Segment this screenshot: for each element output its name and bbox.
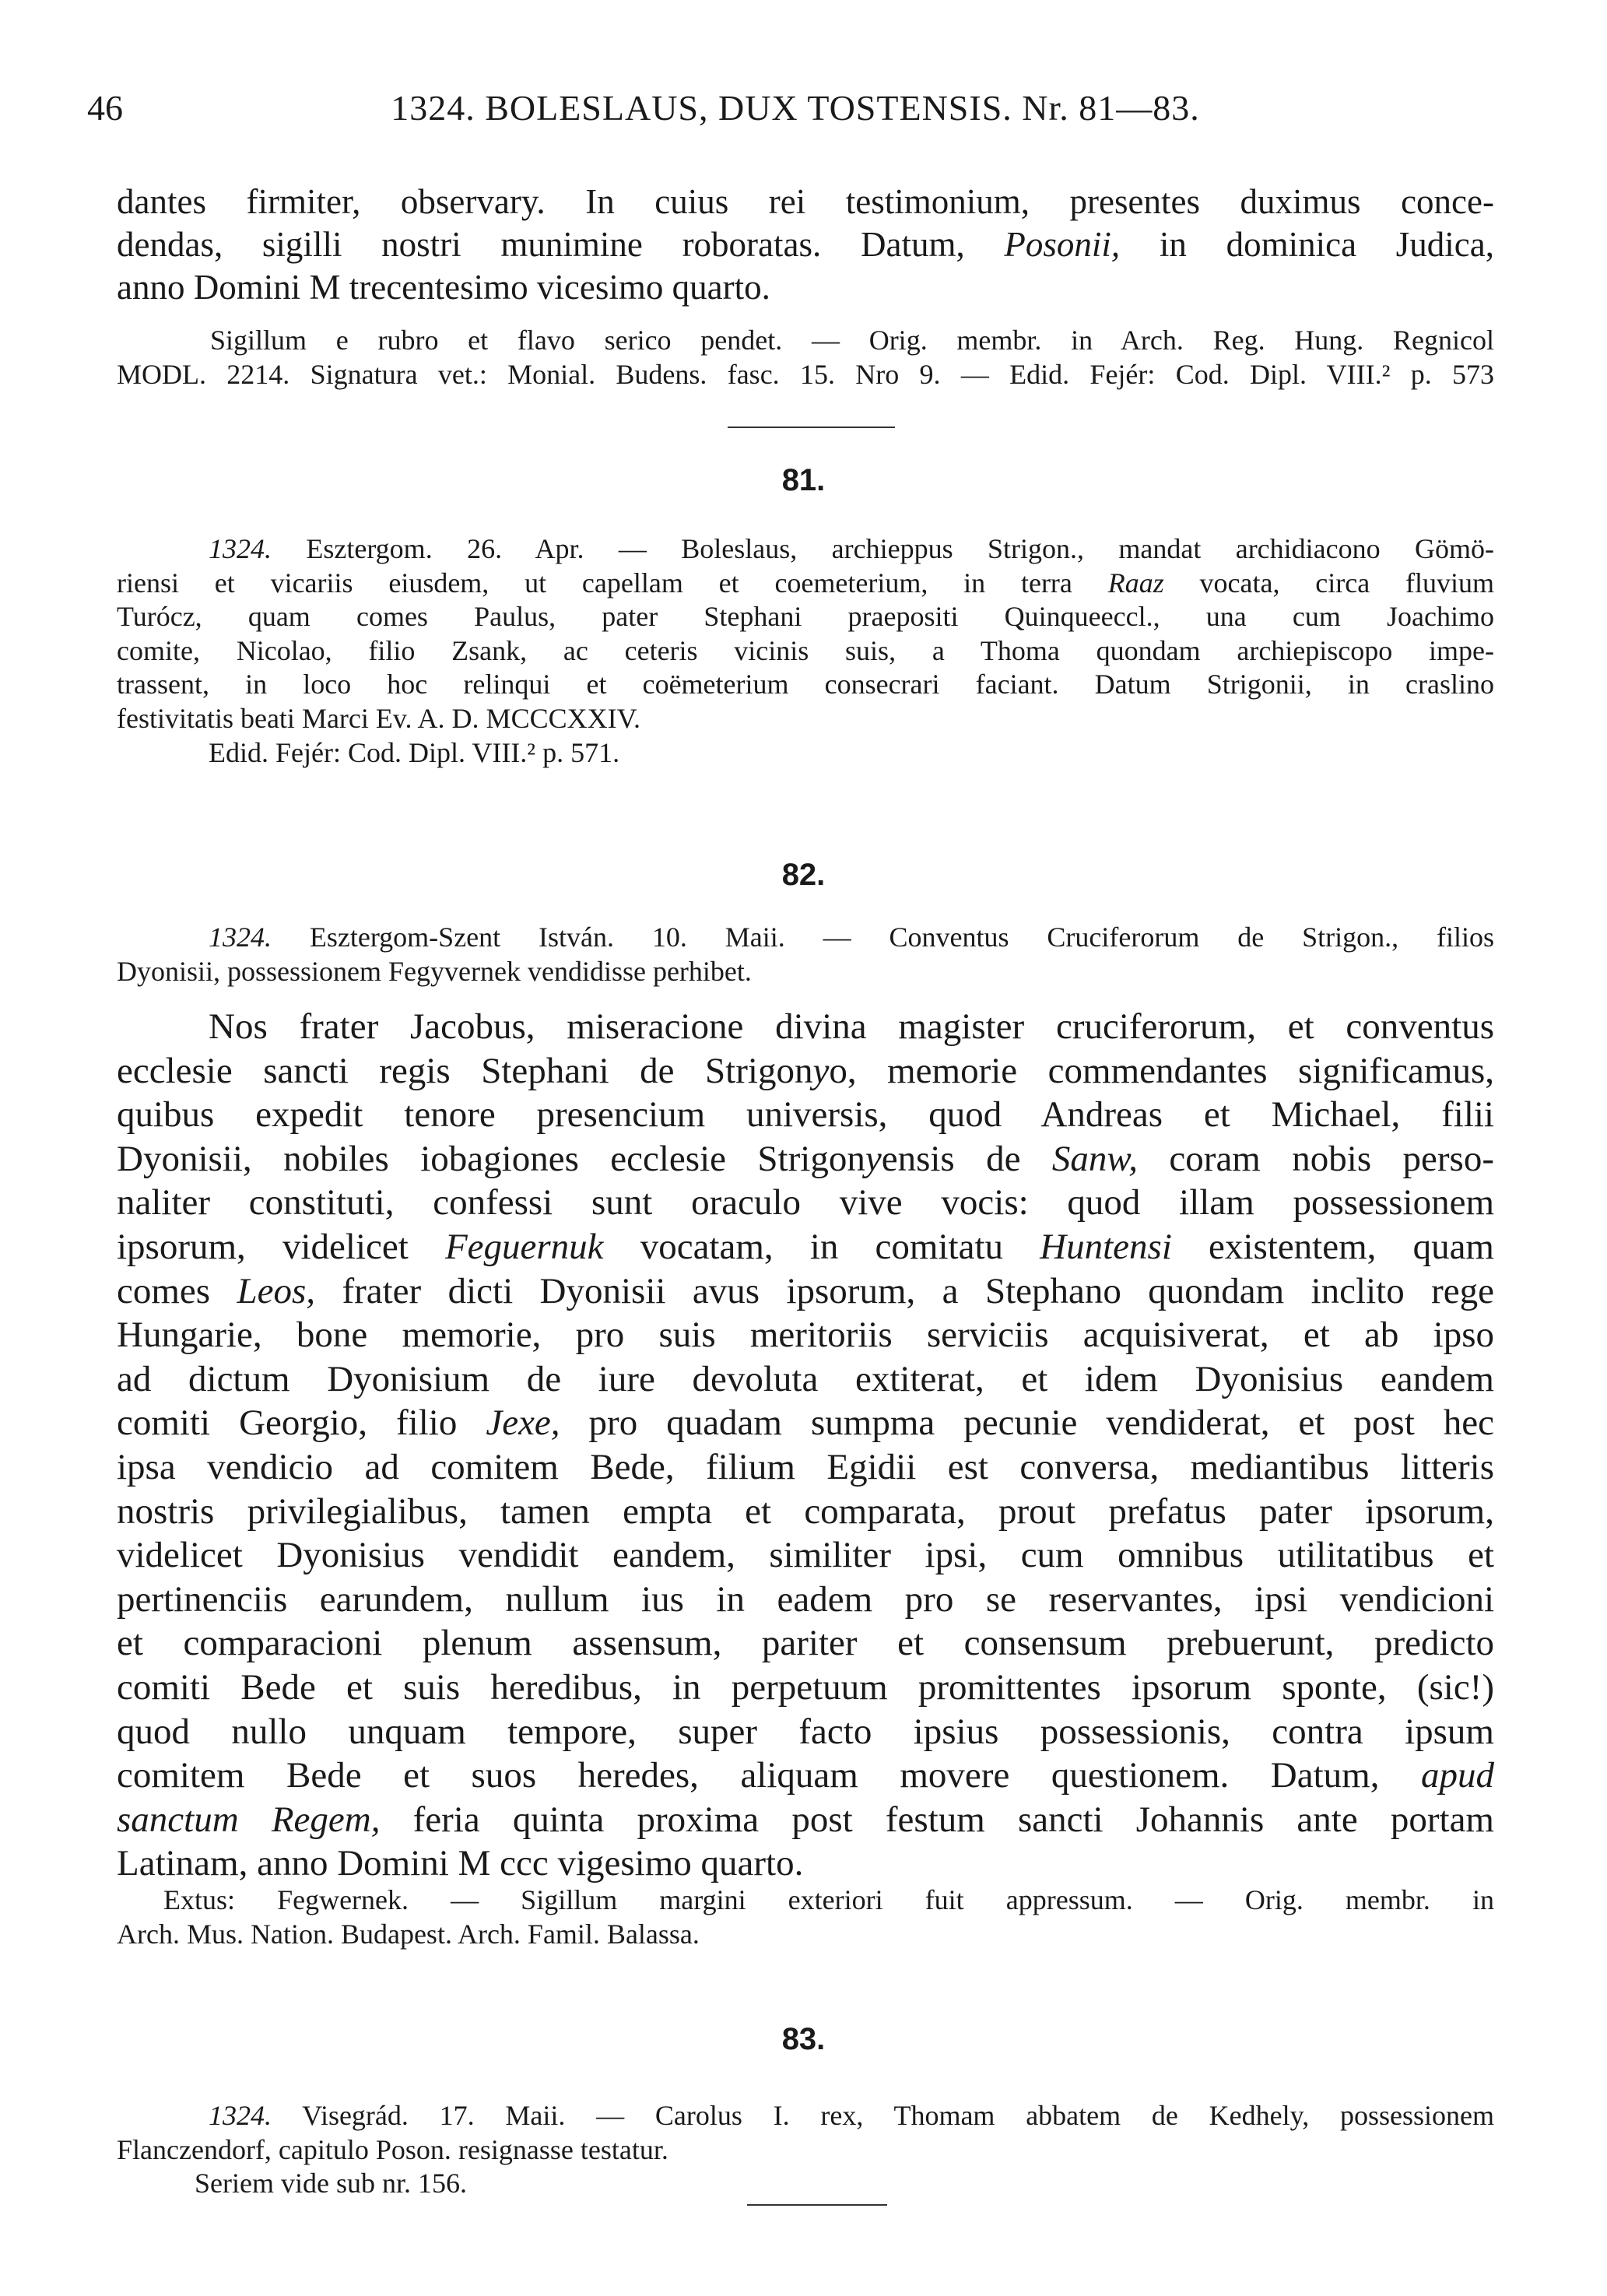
continued-text bbox=[117, 181, 1494, 309]
regest-line: riensi et vicariis eiusdem, ut capellam et coemeterium, in terra Raaz vocata, circa fluvium bbox=[117, 567, 1494, 599]
edition-note: Edid. Fejér: Cod. Dipl. VIII.² p. 571. bbox=[209, 736, 620, 768]
text-line: ad dictum Dyonisium de iure devoluta extiterat, et idem Dyonisius eandem bbox=[117, 1358, 1494, 1399]
series-note: Seriem vide sub nr. 156. bbox=[195, 2168, 467, 2199]
note-line: Extus: Fegwernek. — Sigillum margini exteriori fuit appressum. — Orig. membr. in bbox=[163, 1884, 1494, 1915]
text-line: ecclesie sancti regis Stephani de Strigonyo, memorie commendantes significamus, bbox=[117, 1050, 1494, 1091]
note-line: Arch. Mus. Nation. Budapest. Arch. Famil. Balassa. bbox=[117, 1918, 700, 1950]
document-number: 83. bbox=[781, 2022, 826, 2056]
text-line: Dyonisii, nobiles iobagiones ecclesie Strigonyensis de Sanw, coram nobis perso- bbox=[117, 1138, 1494, 1179]
regest-line: Dyonisii, possessionem Fegyvernek vendidisse perhibet. bbox=[117, 955, 752, 987]
page-number: 46 bbox=[87, 88, 123, 128]
text-line: comes Leos, frater dicti Dyonisii avus ipsorum, a Stephano quondam inclito rege bbox=[117, 1270, 1494, 1311]
text-line: videlicet Dyonisius vendidit eandem, similiter ipsi, cum omnibus utilitatibus et bbox=[117, 1535, 1494, 1576]
regest bbox=[117, 532, 1494, 770]
regest-line: 1324. Visegrád. 17. Maii. — Carolus I. rex, Thomam abbatem de Kedhely, possessionem bbox=[209, 2100, 1494, 2131]
text-line: et comparacioni plenum assensum, pariter et consensum prebuerunt, predicto bbox=[117, 1623, 1494, 1664]
separator-rule bbox=[747, 2204, 887, 2206]
charter-text bbox=[117, 1005, 1494, 1886]
running-title: 1324. BOLESLAUS, DUX TOSTENSIS. Nr. 81—83. bbox=[391, 88, 1200, 128]
text-line: quod nullo unquam tempore, super facto ipsius possessionis, contra ipsum bbox=[117, 1711, 1494, 1752]
document-number: 81. bbox=[781, 463, 826, 497]
text-line: comiti Georgio, filio Jexe, pro quadam sumpma pecunie vendiderat, et post hec bbox=[117, 1403, 1494, 1444]
document-number: 82. bbox=[781, 858, 826, 892]
note-line: MODL. 2214. Signatura vet.: Monial. Budens. fasc. 15. Nro 9. — Edid. Fejér: Cod. Dipl. VIII.² p. 573 bbox=[117, 358, 1494, 390]
text-line: anno Domini M trecentesimo vicesimo quarto. bbox=[117, 268, 770, 307]
text-line: dendas, sigilli nostri munimine roboratas. Datum, Posonii, in dominica Judica, bbox=[117, 225, 1494, 264]
source-note bbox=[117, 324, 1494, 391]
text-line: Hungarie, bone memorie, pro suis meritoriis serviciis acquisiverat, et ab ipso bbox=[117, 1315, 1494, 1356]
text-line: Nos frater Jacobus, miseracione divina magister cruciferorum, et conventus bbox=[209, 1006, 1494, 1047]
text-line: naliter constituti, confessi sunt oraculo vive vocis: quod illam possessionem bbox=[117, 1182, 1494, 1223]
regest-line: 1324. Esztergom. 26. Apr. — Boleslaus, archieppus Strigon., mandat archidiacono Gömö- bbox=[209, 533, 1494, 564]
text-line: quibus expedit tenore presencium universis, quod Andreas et Michael, filii bbox=[117, 1094, 1494, 1136]
regest-line: 1324. Esztergom-Szent István. 10. Maii. — Conventus Cruciferorum de Strigon., filios bbox=[209, 922, 1494, 953]
text-line: Latinam, anno Domini M ccc vigesimo quarto. bbox=[117, 1843, 804, 1884]
regest-line: Turócz, quam comes Paulus, pater Stephani praepositi Quinqueeccl., una cum Joachimo bbox=[117, 601, 1494, 633]
separator-rule bbox=[728, 427, 895, 428]
regest-line: trassent, in loco hoc relinqui et coëmeterium consecrari faciant. Datum Strigonii, in craslino bbox=[117, 669, 1494, 700]
note-line: Sigillum e rubro et flavo serico pendet. — Orig. membr. in Arch. Reg. Hung. Regnicol bbox=[210, 325, 1494, 356]
text-line: dantes firmiter, observary. In cuius rei testimonium, presentes duximus conce- bbox=[117, 182, 1494, 221]
regest-line: comite, Nicolao, filio Zsank, ac ceteris vicinis suis, a Thoma quondam archiepiscopo impe- bbox=[117, 634, 1494, 666]
text-line: comiti Bede et suis heredibus, in perpetuum promittentes ipsorum sponte, (sic!) bbox=[117, 1666, 1494, 1708]
source-note bbox=[117, 1883, 1494, 1951]
text-line: nostris privilegialibus, tamen empta et comparata, prout prefatus pater ipsorum, bbox=[117, 1490, 1494, 1532]
regest-line: Flanczendorf, capitulo Poson. resignasse testatur. bbox=[117, 2133, 668, 2165]
text-line: sanctum Regem, feria quinta proxima post festum sancti Johannis ante portam bbox=[117, 1799, 1494, 1840]
regest bbox=[117, 921, 1494, 988]
regest bbox=[117, 2099, 1494, 2201]
text-line: comitem Bede et suos heredes, aliquam movere questionem. Datum, apud bbox=[117, 1755, 1494, 1796]
text-line: ipsorum, videlicet Feguernuk vocatam, in comitatu Huntensi existentem, quam bbox=[117, 1226, 1494, 1267]
regest-line: festivitatis beati Marci Ev. A. D. MCCCXXIV. bbox=[117, 702, 640, 734]
page-header bbox=[87, 87, 1503, 142]
text-line: ipsa vendicio ad comitem Bede, filium Egidii est conversa, mediantibus litteris bbox=[117, 1446, 1494, 1487]
text-line: pertinenciis earundem, nullum ius in eadem pro se reservantes, ipsi vendicioni bbox=[117, 1578, 1494, 1620]
